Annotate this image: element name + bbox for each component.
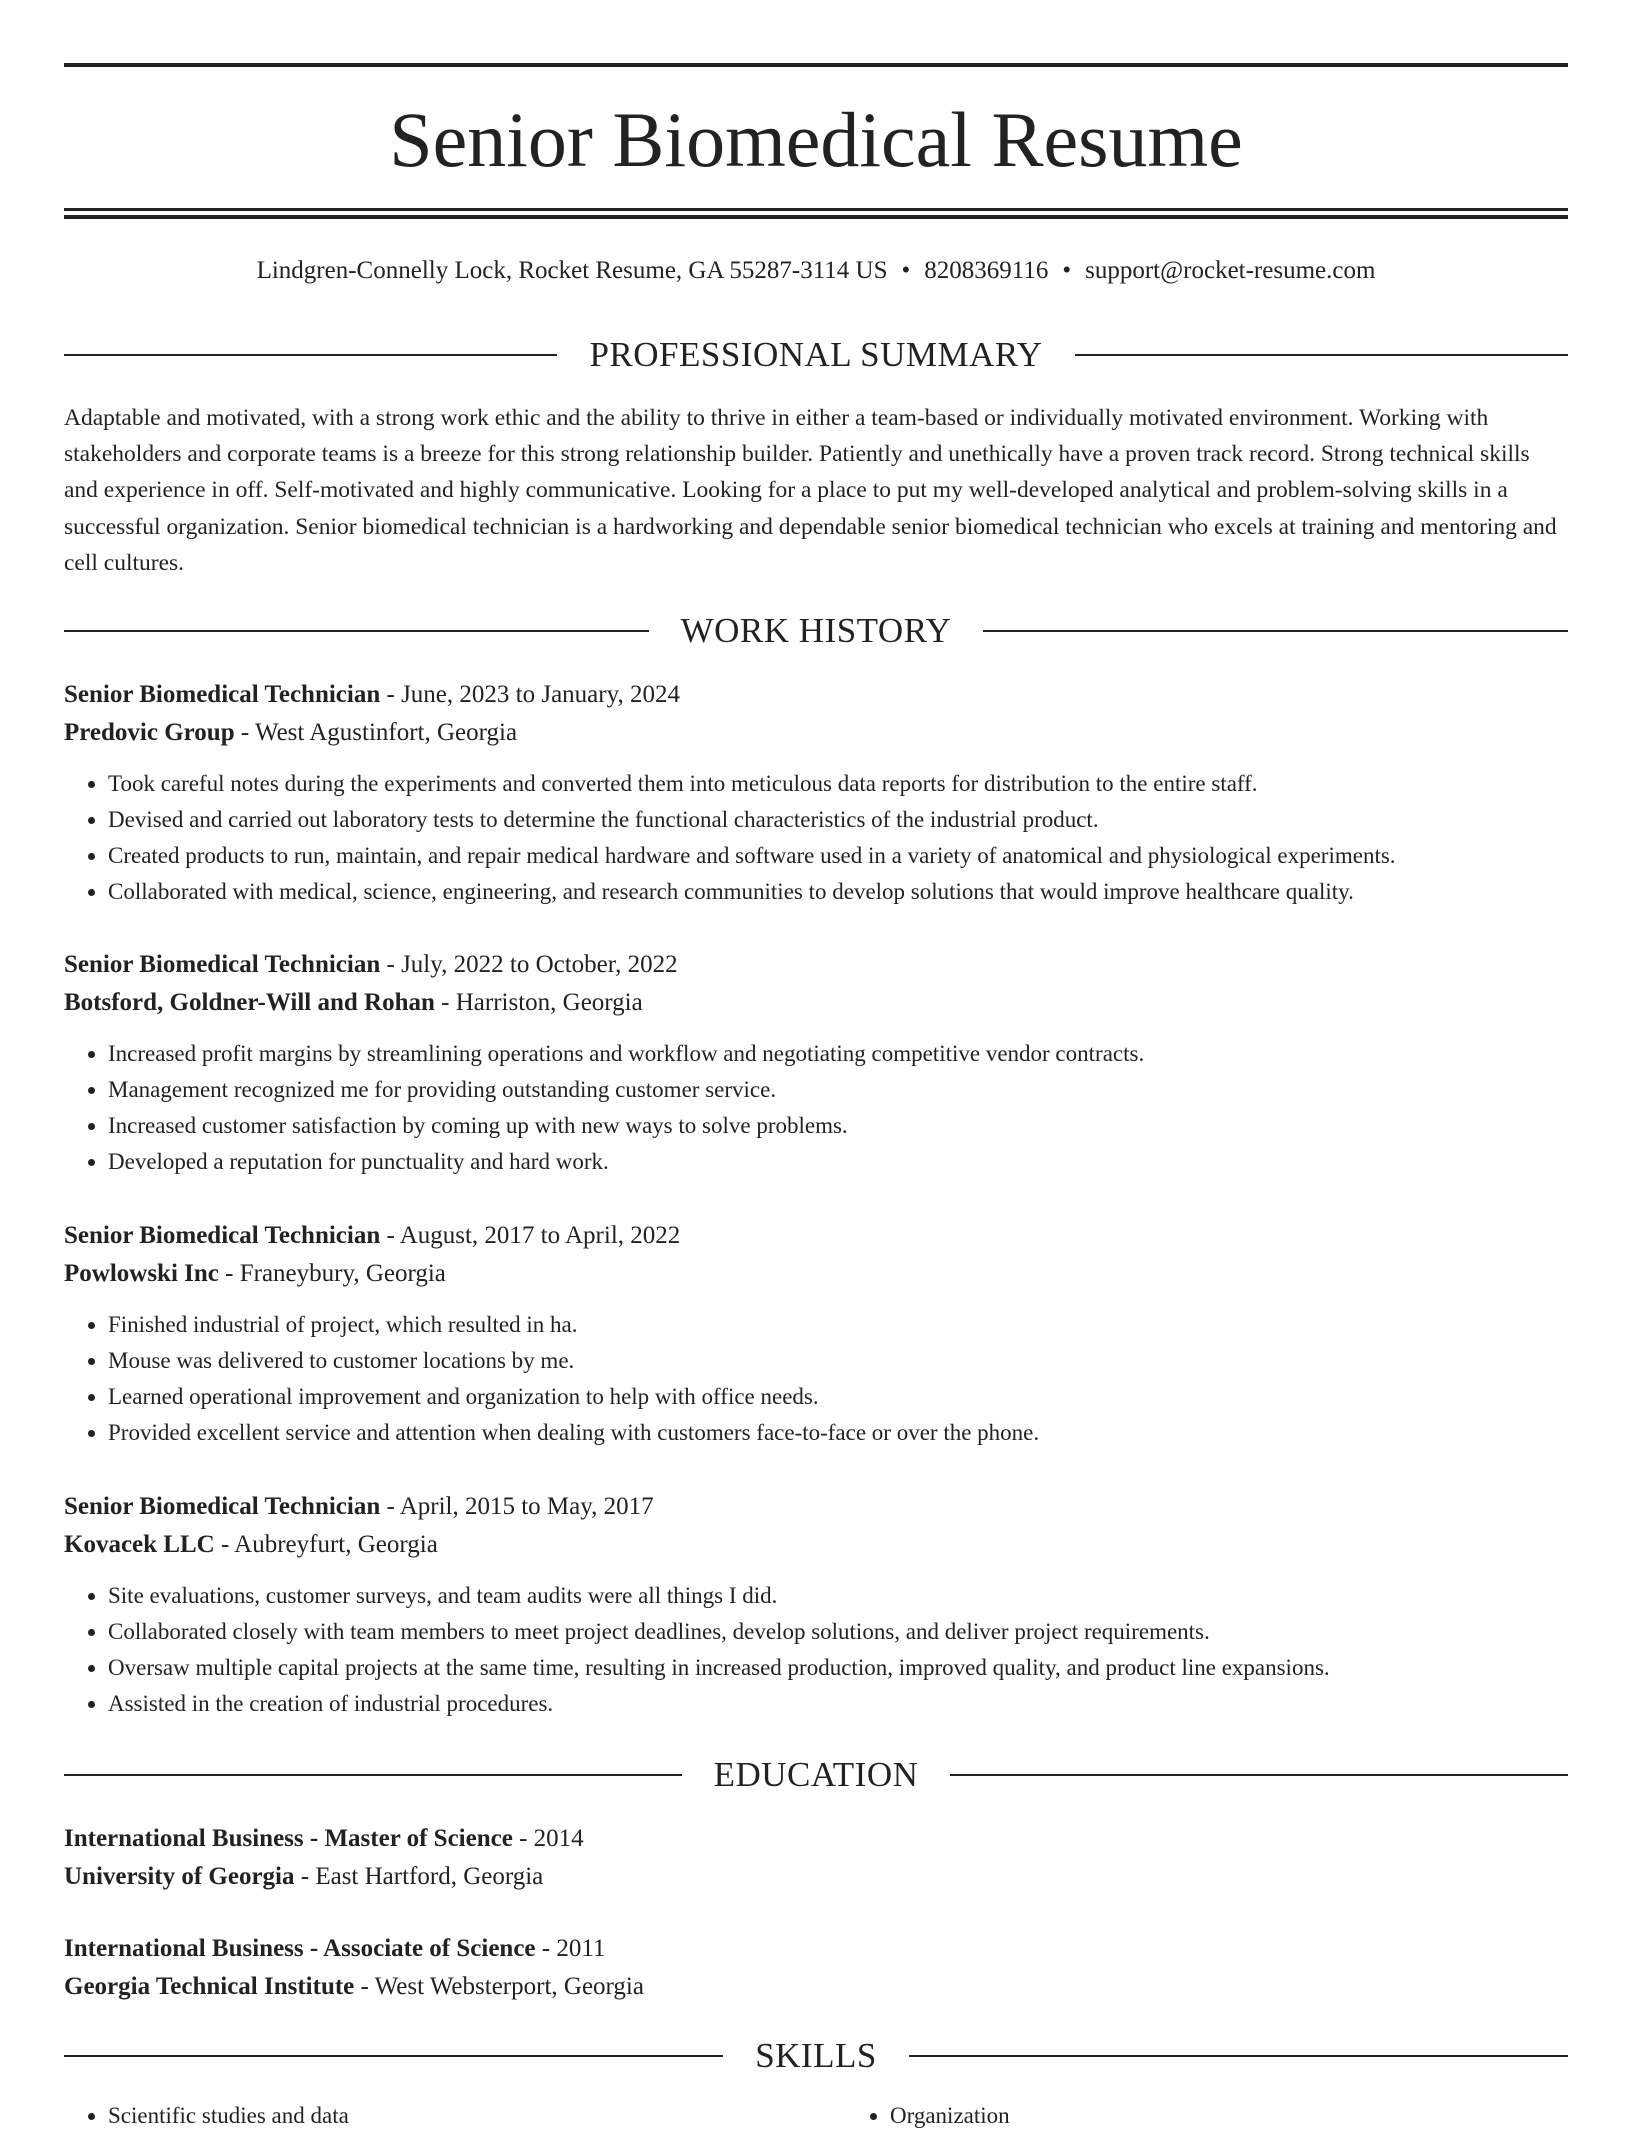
skill-item: • Organization xyxy=(890,2098,1612,2134)
section-heading-work xyxy=(64,609,1568,653)
job-bullets xyxy=(64,766,1568,910)
list-item: • Finished industrial of project, which resulted in ha. xyxy=(108,1307,1568,1343)
school: University of Georgia xyxy=(64,1863,295,1890)
summary-text: Adaptable and motivated, with a strong work ethic and the ability to thrive in either a team-based or individually motivated environment. Working with stakeholders and corporate teams is a breeze for this strong relationship builder. Patiently and unethically have a proven track record. Strong technical skills and experience in off. Self-motivated and highly communicative. Looking for a place to put my well-developed analytical and problem-solving skills in a successful organization. Senior biomedical technician is a hardworking and dependable senior biomedical technician who excels at training and mentoring and cell cultures. xyxy=(64,405,1557,576)
list-item: • Mouse was delivered to customer locations by me. xyxy=(108,1343,1568,1379)
job-entry xyxy=(64,946,1568,1180)
job-company: Kovacek LLC xyxy=(64,1531,215,1558)
list-item: • Site evaluations, customer surveys, and team audits were all things I did. xyxy=(108,1578,1568,1614)
job-title: Senior Biomedical Technician xyxy=(64,951,381,978)
page-title: Senior Biomedical Resume xyxy=(389,96,1243,183)
heading-rule-right xyxy=(983,630,1568,632)
list-item: • Took careful notes during the experiments and converted them into meticulous data reports for distribution to the entire staff. xyxy=(108,766,1568,802)
job-title: Senior Biomedical Technician xyxy=(64,681,381,708)
title-rule-upper xyxy=(64,208,1568,211)
job-title-line xyxy=(64,1217,1568,1255)
job-company-line xyxy=(64,984,1568,1022)
contact-phone: 8208369116 xyxy=(924,257,1049,284)
list-item: • Management recognized me for providing outstanding customer service. xyxy=(108,1072,1568,1108)
section-title: SKILLS xyxy=(755,2036,877,2075)
education-entry xyxy=(64,1820,1568,1896)
job-title: Senior Biomedical Technician xyxy=(64,1493,381,1520)
title-rule-lower xyxy=(64,215,1568,219)
section-title: EDUCATION xyxy=(713,1755,919,1794)
heading-rule-right xyxy=(950,1774,1568,1776)
section-title: PROFESSIONAL SUMMARY xyxy=(589,335,1043,374)
job-entry xyxy=(64,676,1568,910)
list-item: • Increased customer satisfaction by coming up with new ways to solve problems. xyxy=(108,1108,1568,1144)
job-dates: - April, 2015 to May, 2017 xyxy=(380,1493,654,1520)
job-bullets xyxy=(64,1307,1568,1451)
job-dates: - August, 2017 to April, 2022 xyxy=(380,1222,681,1249)
job-location: - West Agustinfort, Georgia xyxy=(234,719,518,746)
section-heading-summary xyxy=(64,333,1568,377)
list-item: • Collaborated closely with team members to meet project deadlines, develop solutions, and deliver project requirements. xyxy=(108,1614,1568,1650)
degree: International Business - Associate of Science xyxy=(64,1935,536,1962)
job-title-line xyxy=(64,1488,1568,1526)
degree: International Business - Master of Science xyxy=(64,1825,513,1852)
job-title-line xyxy=(64,946,1568,984)
job-entry xyxy=(64,1488,1568,1722)
job-title-line xyxy=(64,676,1568,714)
job-bullets xyxy=(64,1578,1568,1722)
degree-line xyxy=(64,1820,1568,1858)
job-location: - Aubreyfurt, Georgia xyxy=(214,1531,438,1558)
list-item: • Assisted in the creation of industrial procedures. xyxy=(108,1686,1568,1722)
job-company-line xyxy=(64,1526,1568,1564)
degree-line xyxy=(64,1930,1568,1968)
school-line xyxy=(64,1968,1568,2006)
job-entry xyxy=(64,1217,1568,1451)
top-rule xyxy=(64,63,1568,67)
job-company: Botsford, Goldner-Will and Rohan xyxy=(64,989,435,1016)
heading-rule-left xyxy=(64,2055,723,2057)
section-heading-education xyxy=(64,1753,1568,1797)
school: Georgia Technical Institute xyxy=(64,1973,355,2000)
section-title: WORK HISTORY xyxy=(680,611,952,650)
list-item: • Oversaw multiple capital projects at the same time, resulting in increased production, improved quality, and product line expansions. xyxy=(108,1650,1568,1686)
job-location: - Franeybury, Georgia xyxy=(218,1260,446,1287)
degree-year: - 2011 xyxy=(535,1935,606,1962)
contact-line xyxy=(64,254,1568,288)
heading-rule-left xyxy=(64,354,557,356)
contact-separator: • xyxy=(1062,257,1072,284)
job-dates: - June, 2023 to January, 2024 xyxy=(380,681,680,708)
list-item: • Provided excellent service and attention when dealing with customers face-to-face or over the phone. xyxy=(108,1415,1568,1451)
list-item: • Collaborated with medical, science, engineering, and research communities to develop solutions that would improve healthcare quality. xyxy=(108,874,1568,910)
job-company-line xyxy=(64,1255,1568,1293)
job-company: Predovic Group xyxy=(64,719,235,746)
skill-item: • Scientific studies and data xyxy=(108,2098,830,2134)
heading-rule-left xyxy=(64,1774,682,1776)
contact-email: support@rocket-resume.com xyxy=(1085,257,1376,284)
job-company: Powlowski Inc xyxy=(64,1260,219,1287)
contact-address: Lindgren-Connelly Lock, Rocket Resume, GA 55287-3114 US xyxy=(256,257,888,284)
list-item: • Created products to run, maintain, and repair medical hardware and software used in a variety of anatomical and physiological experiments. xyxy=(108,838,1568,874)
job-dates: - July, 2022 to October, 2022 xyxy=(380,951,678,978)
job-title: Senior Biomedical Technician xyxy=(64,1222,381,1249)
school-location: - East Hartford, Georgia xyxy=(294,1863,544,1890)
education-entry xyxy=(64,1930,1568,2006)
section-heading-skills xyxy=(64,2034,1568,2078)
list-item: • Developed a reputation for punctuality and hard work. xyxy=(108,1144,1568,1180)
skills-list xyxy=(64,2098,1612,2134)
school-line xyxy=(64,1858,1568,1896)
heading-rule-right xyxy=(909,2055,1568,2057)
contact-separator: • xyxy=(901,257,911,284)
school-location: - West Websterport, Georgia xyxy=(354,1973,644,2000)
job-location: - Harriston, Georgia xyxy=(434,989,643,1016)
job-company-line xyxy=(64,714,1568,752)
degree-year: - 2014 xyxy=(512,1825,584,1852)
heading-rule-right xyxy=(1075,354,1568,356)
list-item: • Learned operational improvement and organization to help with office needs. xyxy=(108,1379,1568,1415)
heading-rule-left xyxy=(64,630,649,632)
list-item: • Increased profit margins by streamlining operations and workflow and negotiating competitive vendor contracts. xyxy=(108,1036,1568,1072)
job-bullets xyxy=(64,1036,1568,1180)
list-item: • Devised and carried out laboratory tests to determine the functional characteristics of the industrial product. xyxy=(108,802,1568,838)
